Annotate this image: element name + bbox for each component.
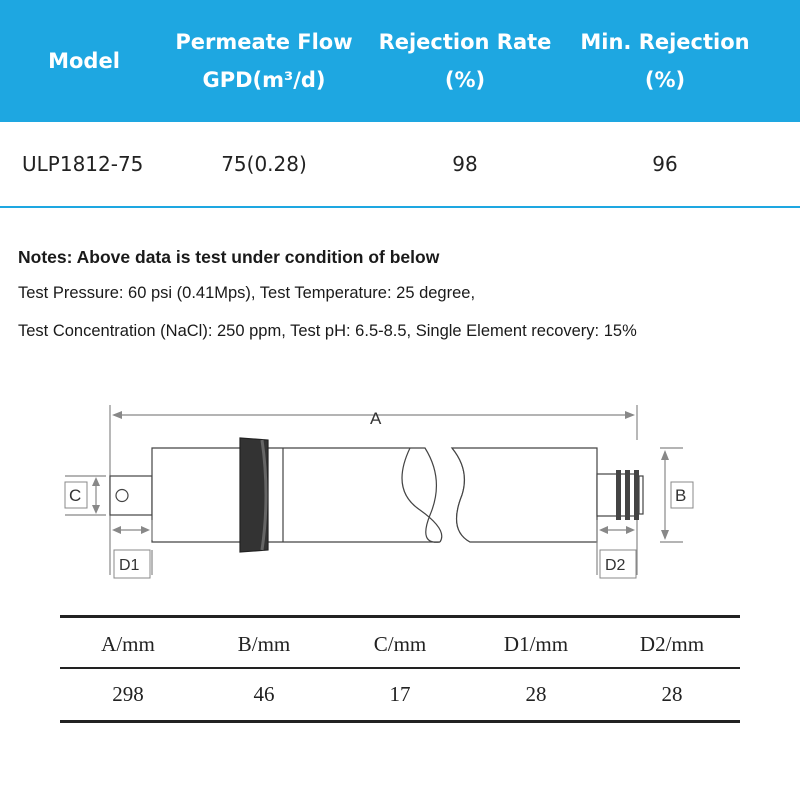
label-a: A xyxy=(370,409,382,428)
header-flow-line2: GPD(m³/d) xyxy=(202,68,326,92)
body-right-section xyxy=(452,448,597,542)
dim-value-d1: 28 xyxy=(525,681,547,706)
label-d1: D1 xyxy=(119,557,140,574)
notes-line-2: Test Concentration (NaCl): 250 ppm, Test pH: 6.5-8.5, Single Element recovery: 15% xyxy=(18,322,637,340)
label-b: B xyxy=(675,486,687,505)
header-min-rejection xyxy=(568,0,762,122)
membrane-diagram xyxy=(0,390,800,590)
notes-line-1: Test Pressure: 60 psi (0.41Mps), Test Temperature: 25 degree, xyxy=(18,284,476,302)
dim-header-c: C/mm xyxy=(373,631,427,656)
dim-value-b: 46 xyxy=(253,681,275,706)
body-left-section xyxy=(152,448,440,542)
cell-min-rejection: 96 xyxy=(652,152,678,176)
dimension-value-row xyxy=(60,670,740,718)
header-rejection-line2: (%) xyxy=(444,68,486,92)
header-rejection-rate xyxy=(368,0,562,122)
notes-title: Notes: Above data is test under condition of below xyxy=(18,247,440,267)
dimension-header-row xyxy=(60,620,740,668)
dim-value-a: 298 xyxy=(112,681,144,706)
header-permeate-flow xyxy=(165,0,363,122)
cell-model: ULP1812-75 xyxy=(22,152,144,176)
dimension-table xyxy=(60,615,740,725)
cell-rejection: 98 xyxy=(452,152,478,176)
header-model xyxy=(0,0,168,122)
header-min-line2: (%) xyxy=(644,68,686,92)
membrane-drawing xyxy=(0,390,800,590)
header-min-line1: Min. Rejection xyxy=(580,30,750,54)
dim-header-d1: D1/mm xyxy=(503,631,569,656)
label-c: C xyxy=(69,486,82,505)
header-flow-line1: Permeate Flow xyxy=(175,30,353,54)
label-d2: D2 xyxy=(605,557,626,574)
dim-header-d2: D2/mm xyxy=(639,631,705,656)
header-model-label: Model xyxy=(48,49,120,73)
spec-table-row xyxy=(0,122,800,208)
table-rule-bottom xyxy=(60,720,740,723)
header-rejection-line1: Rejection Rate xyxy=(378,30,552,54)
dim-value-d2: 28 xyxy=(661,681,683,706)
cell-flow: 75(0.28) xyxy=(221,152,307,176)
dim-header-b: B/mm xyxy=(237,631,291,656)
table-rule-top xyxy=(60,615,740,618)
a-arrow-right xyxy=(625,411,635,419)
dim-value-c: 17 xyxy=(389,681,411,706)
a-arrow-left xyxy=(112,411,122,419)
table-rule-middle xyxy=(60,667,740,669)
dim-header-a: A/mm xyxy=(101,631,155,656)
notes-section xyxy=(18,245,788,342)
connector-hole xyxy=(116,490,128,502)
spec-table-header xyxy=(0,0,800,122)
